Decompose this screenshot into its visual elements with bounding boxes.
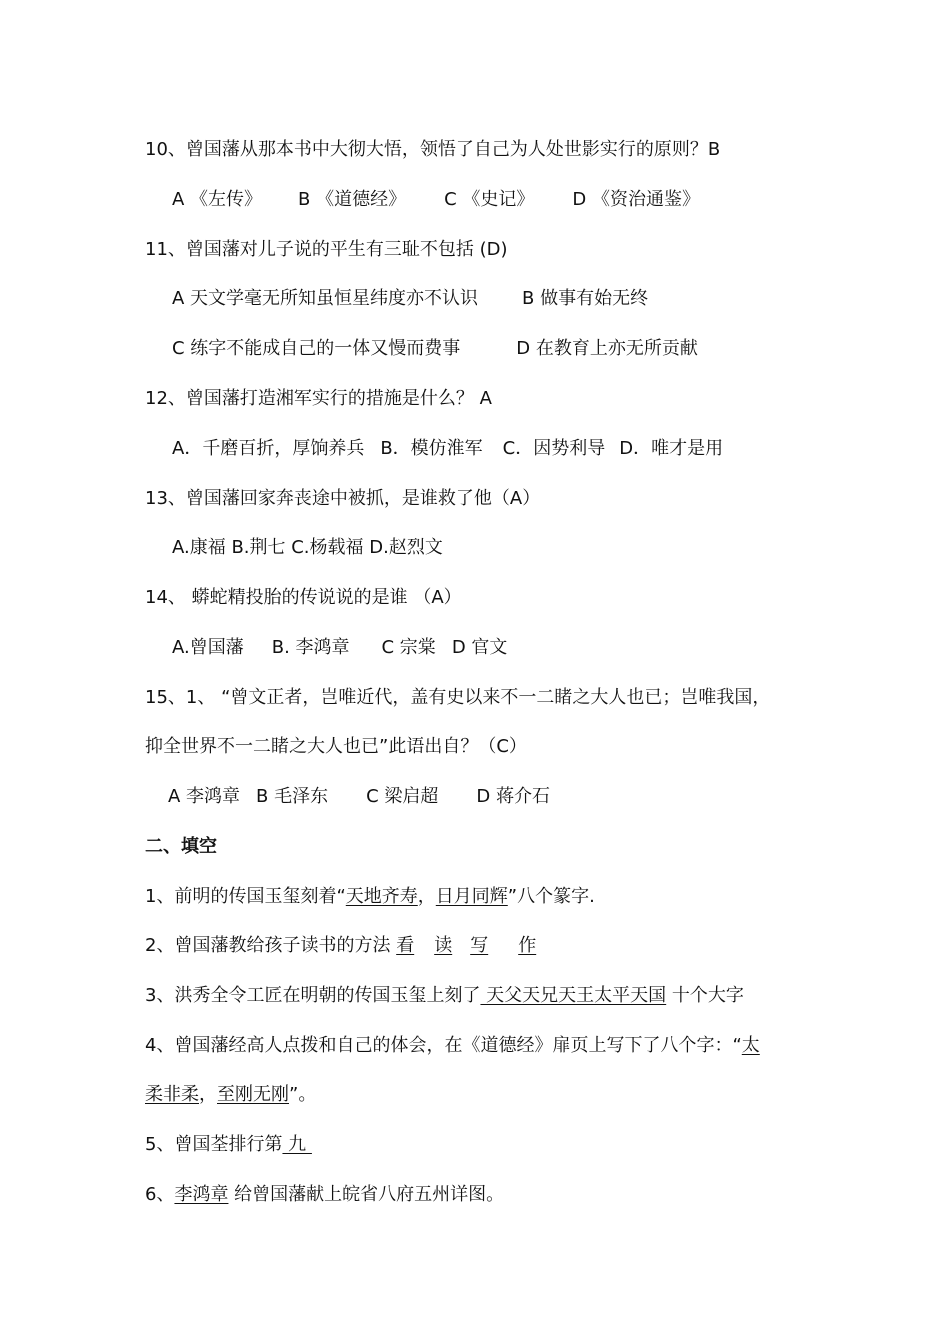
- question-10: 10、曾国藩从那本书中大彻大悟，领悟了自己为人处世影实行的原则？B: [145, 139, 721, 160]
- option-b: B．模仿淮军: [380, 438, 483, 459]
- option-c: C 《史记》: [444, 189, 535, 210]
- question-15-line1: 15、1、 “曾文正者，岂唯近代，盖有史以来不一二睹之大人也已；岂唯我国，: [145, 687, 771, 708]
- fill-4-line1: 4、曾国藩经高人点拨和自己的体会，在《道德经》扉页上写下了八个字：“太: [145, 1035, 760, 1056]
- fill-2: 2、曾国藩教给孩子读书的方法 看 读 写 作: [145, 934, 544, 958]
- option-c: C 梁启超: [366, 786, 439, 807]
- option-d: D 在教育上亦无所贡献: [516, 338, 698, 359]
- option-a: A 天文学毫无所知虽恒星纬度亦不认识: [172, 288, 479, 309]
- answer: 写: [470, 935, 489, 956]
- question-14: 14、 蟒蛇精投胎的传说说的是谁 （A）: [145, 587, 462, 608]
- question-11-options-row1: [172, 287, 648, 311]
- fill-3: 3、洪秀全令工匠在明朝的传国玉玺上刻了 天父天兄天王太平天国 十个大字: [145, 985, 744, 1006]
- fill-6: 6、李鸿章 给曾国藩献上皖省八府五州详图。: [145, 1184, 505, 1205]
- answer: 看: [396, 935, 415, 956]
- option-b: B 毛泽东: [256, 786, 329, 807]
- answer: 太: [741, 1035, 760, 1056]
- question-12-options: [172, 437, 723, 461]
- option-a: A．千磨百折，厚饷养兵: [172, 438, 365, 459]
- option-d: D 蒋介石: [476, 786, 551, 807]
- option-b: B 做事有始无终: [522, 288, 649, 309]
- option-a: A 李鸿章: [168, 786, 241, 807]
- section-heading: 二、填空: [145, 836, 217, 857]
- option-d: D．唯才是用: [619, 438, 724, 459]
- answer: 日月同辉: [435, 886, 508, 907]
- answer: 天地齐寿: [345, 886, 418, 907]
- fill-1: 1、前明的传国玉玺刻着“天地齐寿，日月同辉”八个篆字.: [145, 886, 595, 907]
- option-d: D 《资治通鉴》: [572, 189, 701, 210]
- answer: 柔非柔: [145, 1084, 199, 1105]
- question-13: 13、曾国藩回家奔丧途中被抓，是谁救了他（A）: [145, 488, 541, 509]
- option-c: C 练字不能成自己的一体又慢而费事: [172, 338, 461, 359]
- answer: 天父天兄天王太平天国: [480, 985, 667, 1006]
- option-a: A 《左传》: [172, 189, 263, 210]
- answer: 读: [434, 935, 453, 956]
- question-10-options: [172, 188, 700, 212]
- answer: 作: [518, 935, 537, 956]
- question-13-options: A.康福 B.荆七 C.杨载福 D.赵烈文: [172, 537, 443, 558]
- question-11-options-row2: [172, 337, 698, 361]
- question-15-line2: 抑全世界不一二睹之大人也已”此语出自？（C）: [145, 736, 527, 757]
- answer: 至刚无刚: [217, 1084, 289, 1105]
- option-b: B 《道德经》: [298, 189, 407, 210]
- option-b: B. 李鸿章: [271, 637, 350, 658]
- question-12: 12、曾国藩打造湘军实行的措施是什么？ A: [145, 388, 492, 409]
- answer: 九: [282, 1134, 312, 1155]
- answer: 李鸿章: [174, 1184, 229, 1205]
- fill-4-line2: 柔非柔，至刚无刚”。: [145, 1084, 317, 1105]
- question-15-options: [168, 785, 550, 809]
- option-a: A.曾国藩: [172, 637, 244, 658]
- question-14-options: [172, 636, 507, 660]
- option-c: C 宗棠: [381, 637, 436, 658]
- fill-5: 5、曾国荃排行第 九: [145, 1134, 312, 1155]
- option-c: C．因势利导: [502, 438, 606, 459]
- option-d: D 官文: [451, 637, 508, 658]
- question-11: 11、曾国藩对儿子说的平生有三耻不包括 (D): [145, 239, 508, 260]
